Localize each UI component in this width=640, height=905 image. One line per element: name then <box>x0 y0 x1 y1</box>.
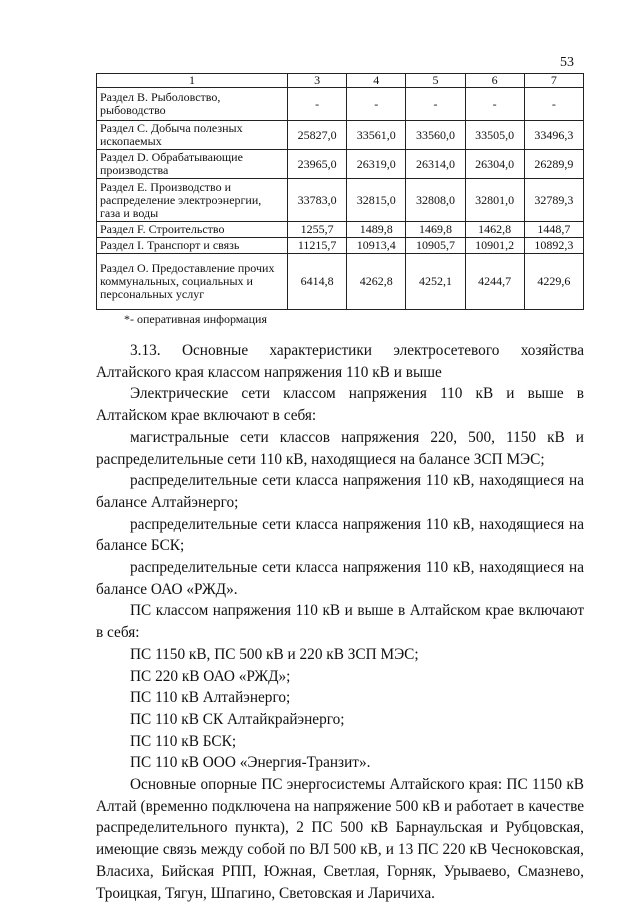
cell-value: - <box>524 88 583 121</box>
row-label: Раздел О. Предоставление прочих коммунальных, социальных и персональных услуг <box>97 254 288 310</box>
cell-value: 10901,2 <box>465 238 524 254</box>
table-row <box>97 254 584 310</box>
paragraph: ПС классом напряжения 110 кВ и выше в Алтайском крае включают в себя: <box>96 602 584 642</box>
list-item: ПС 110 кВ БСК; <box>130 732 237 750</box>
cell-value: 10892,3 <box>524 238 583 254</box>
cell-value: 32815,0 <box>347 179 406 222</box>
row-label: Раздел С. Добыча полезных ископаемых <box>97 121 288 150</box>
cell-value: 10905,7 <box>406 238 465 254</box>
cell-value: 1469,8 <box>406 222 465 238</box>
list-item: ПС 1150 кВ, ПС 500 кВ и 220 кВ ЗСП МЭС; <box>130 645 419 663</box>
table-row <box>97 238 584 254</box>
row-label: Раздел В. Рыболовство, рыбоводство <box>97 88 288 121</box>
cell-value: 4262,8 <box>347 254 406 310</box>
cell-value: - <box>288 88 347 121</box>
table-row <box>97 121 584 150</box>
cell-value: 26314,0 <box>406 150 465 179</box>
row-label: Раздел Е. Производство и распределение электроэнергии, газа и воды <box>97 179 288 222</box>
paragraph: распределительные сети класса напряжения 110 кВ, находящиеся на балансе БСК; <box>96 515 584 555</box>
table-header-cell: 5 <box>406 74 465 88</box>
cell-value: 1255,7 <box>288 222 347 238</box>
paragraph: распределительные сети класса напряжения 110 кВ, находящиеся на балансе Алтайэнерго; <box>96 472 584 511</box>
cell-value: - <box>347 88 406 121</box>
cell-value: 1448,7 <box>524 222 583 238</box>
paragraph: Электрические сети классом напряжения 110 кВ и выше в Алтайском крае включают в себя: <box>96 385 584 425</box>
table-header-row <box>97 74 584 88</box>
list-item: ПС 110 кВ СК Алтайкрайэнерго; <box>130 710 345 728</box>
row-label: Раздел D. Обрабатывающие производства <box>97 150 288 179</box>
paragraph: Основные опорные ПС энергосистемы Алтайского края: ПС 1150 кВ Алтай (временно подключена на напряжение 500 кВ и работает в качестве распределительного пункта), 2 ПС 500 кВ Барнаульская и Рубцовская, имеющие связь между собой по ВЛ 500 кВ, и 13 ПС 220 кВ Чесноковская, Власиха, Бийская РПП, Южная, Светлая, Горняк, Урываево, Смазнево, Троицкая, Тягун, Шпагино, Световская и Ларичиха. <box>96 776 584 902</box>
cell-value: 25827,0 <box>288 121 347 150</box>
cell-value: 32801,0 <box>465 179 524 222</box>
cell-value: 26289,9 <box>524 150 583 179</box>
cell-value: - <box>406 88 465 121</box>
cell-value: 32789,3 <box>524 179 583 222</box>
cell-value: 32808,0 <box>406 179 465 222</box>
cell-value: 26319,0 <box>347 150 406 179</box>
body-text <box>96 340 584 904</box>
cell-value: 23965,0 <box>288 150 347 179</box>
cell-value: 33560,0 <box>406 121 465 150</box>
section-heading: 3.13. Основные характеристики электросетевого хозяйства Алтайского края классом напряжения 110 кВ и выше <box>96 342 584 381</box>
row-label: Раздел I. Транспорт и связь <box>97 238 288 254</box>
cell-value: 6414,8 <box>288 254 347 310</box>
paragraph: распределительные сети класса напряжения 110 кВ, находящиеся на балансе ОАО «РЖД». <box>96 559 584 598</box>
cell-value: 4244,7 <box>465 254 524 310</box>
page-number: 53 <box>560 55 574 70</box>
table-row <box>97 179 584 222</box>
row-label: Раздел F. Строительство <box>97 222 288 238</box>
table-footnote: *- оперативная информация <box>124 312 267 326</box>
cell-value: 33561,0 <box>347 121 406 150</box>
table-header-cell: 3 <box>288 74 347 88</box>
cell-value: 1462,8 <box>465 222 524 238</box>
cell-value: 4229,6 <box>524 254 583 310</box>
table-header-cell: 7 <box>524 74 583 88</box>
cell-value: 1489,8 <box>347 222 406 238</box>
cell-value: 11215,7 <box>288 238 347 254</box>
table-header-cell: 1 <box>97 74 288 88</box>
table-row <box>97 222 584 238</box>
paragraph: магистральные сети классов напряжения 220, 500, 1150 кВ и распределительные сети 110 кВ, находящиеся на балансе ЗСП МЭС; <box>96 428 584 468</box>
cell-value: 10913,4 <box>347 238 406 254</box>
data-table <box>96 73 584 310</box>
cell-value: - <box>465 88 524 121</box>
cell-value: 33505,0 <box>465 121 524 150</box>
table-header-cell: 4 <box>347 74 406 88</box>
table-row <box>97 150 584 179</box>
list-item: ПС 110 кВ ООО «Энергия-Транзит». <box>130 754 371 772</box>
cell-value: 26304,0 <box>465 150 524 179</box>
cell-value: 33783,0 <box>288 179 347 222</box>
cell-value: 4252,1 <box>406 254 465 310</box>
list-item: ПС 110 кВ Алтайэнерго; <box>130 689 291 707</box>
table-row <box>97 88 584 121</box>
list-item: ПС 220 кВ ОАО «РЖД»; <box>130 667 291 685</box>
cell-value: 33496,3 <box>524 121 583 150</box>
table-header-cell: 6 <box>465 74 524 88</box>
